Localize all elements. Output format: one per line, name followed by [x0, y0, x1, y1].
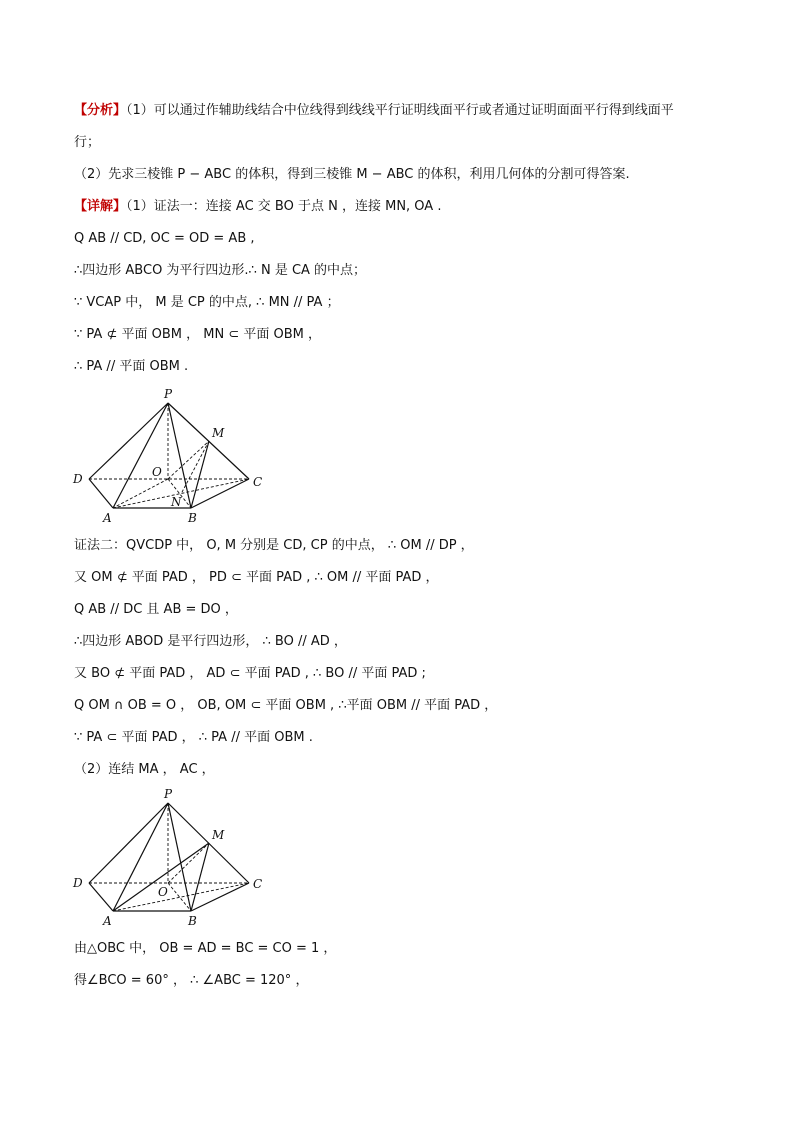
proof2-line-2: 又 OM ⊄ 平面 PAD ， PD ⊂ 平面 PAD , ∴ OM // 平面 PAD ，	[74, 570, 439, 585]
detail-text-1: （1）证法一：连接 AC 交 BO 于点 N ，连接 MN, OA .	[126, 199, 442, 214]
proof2-line-5: 又 BO ⊄ 平面 PAD ， AD ⊂ 平面 PAD , ∴ BO // 平面 PAD ;	[74, 666, 426, 681]
edge-DA	[89, 479, 113, 508]
label-C: C	[253, 475, 263, 489]
analysis-line-1-cont: 行；	[74, 135, 101, 150]
proof2-line-1: 证法二：QVCDP 中， O, M 分别是 CD, CP 的中点， ∴ OM // DP ，	[74, 538, 474, 553]
label-B: B	[188, 511, 197, 525]
label-C: C	[253, 877, 263, 891]
edge-PA	[113, 403, 168, 508]
analysis-line-2: （2）先求三棱锥 P − ABC 的体积，得到三棱锥 M − ABC 的体积，利用几何体的分割可得答案.	[74, 167, 630, 182]
analysis-line-1	[74, 102, 674, 120]
label-B: B	[188, 914, 197, 928]
detail-line-5: ∵ PA ⊄ 平面 OBM ， MN ⊂ 平面 OBM ，	[74, 327, 321, 342]
proof2-line-7: ∵ PA ⊂ 平面 PAD ， ∴ PA // 平面 OBM .	[74, 730, 313, 745]
pyramid-figure-2	[66, 786, 276, 928]
edge-DA	[89, 883, 113, 911]
part2-line-3: 得∠BCO = 60° ， ∴ ∠ABC = 120° ，	[74, 973, 309, 988]
label-A: A	[103, 511, 112, 525]
analysis-text-1: （1）可以通过作辅助线结合中位线得到线线平行证明线面平行或者通过证明面面平行得到线面平	[126, 103, 674, 118]
edge-OM	[168, 843, 209, 883]
label-P: P	[164, 787, 173, 801]
proof2-line-4: ∴四边形 ABOD 是平行四边形， ∴ BO // AD ，	[74, 634, 347, 649]
analysis-tag: 【分析】	[74, 103, 127, 118]
label-M: M	[212, 426, 225, 440]
proof2-line-3: Q AB // DC 且 AB = DO ，	[74, 602, 238, 617]
edge-MB	[191, 441, 209, 508]
edge-MN	[181, 441, 209, 494]
label-P: P	[164, 387, 173, 401]
detail-tag: 【详解】	[74, 199, 127, 214]
edge-BC	[191, 479, 249, 508]
edge-MA	[113, 843, 209, 911]
detail-line-6: ∴ PA // 平面 OBM .	[74, 359, 189, 374]
proof2-line-6: Q OM ∩ OB = O ， OB, OM ⊂ 平面 OBM , ∴平面 OBM // 平面 PAD ，	[74, 698, 498, 713]
label-N: N	[171, 495, 182, 509]
label-O: O	[158, 885, 168, 899]
edge-BC	[191, 883, 249, 911]
pyramid-figure-1	[66, 382, 276, 528]
label-O: O	[152, 465, 162, 479]
edge-PD	[89, 803, 168, 883]
part2-line-2: 由△OBC 中， OB = AD = BC = CO = 1 ，	[74, 941, 337, 956]
detail-line-3: ∴四边形 ABCO 为平行四边形.∴ N 是 CA 的中点；	[74, 263, 367, 278]
edge-OM	[168, 441, 209, 479]
part2-line-1: （2）连结 MA ， AC ，	[74, 762, 215, 777]
label-D: D	[73, 876, 83, 890]
label-A: A	[103, 914, 112, 928]
label-M: M	[212, 828, 225, 842]
label-D: D	[73, 472, 83, 486]
detail-line-2: Q AB // CD, OC = OD = AB ,	[74, 231, 255, 246]
detail-line-1	[74, 198, 441, 216]
edge-PB	[168, 803, 191, 911]
detail-line-4: ∵ VCAP 中， M 是 CP 的中点, ∴ MN // PA ；	[74, 295, 340, 310]
